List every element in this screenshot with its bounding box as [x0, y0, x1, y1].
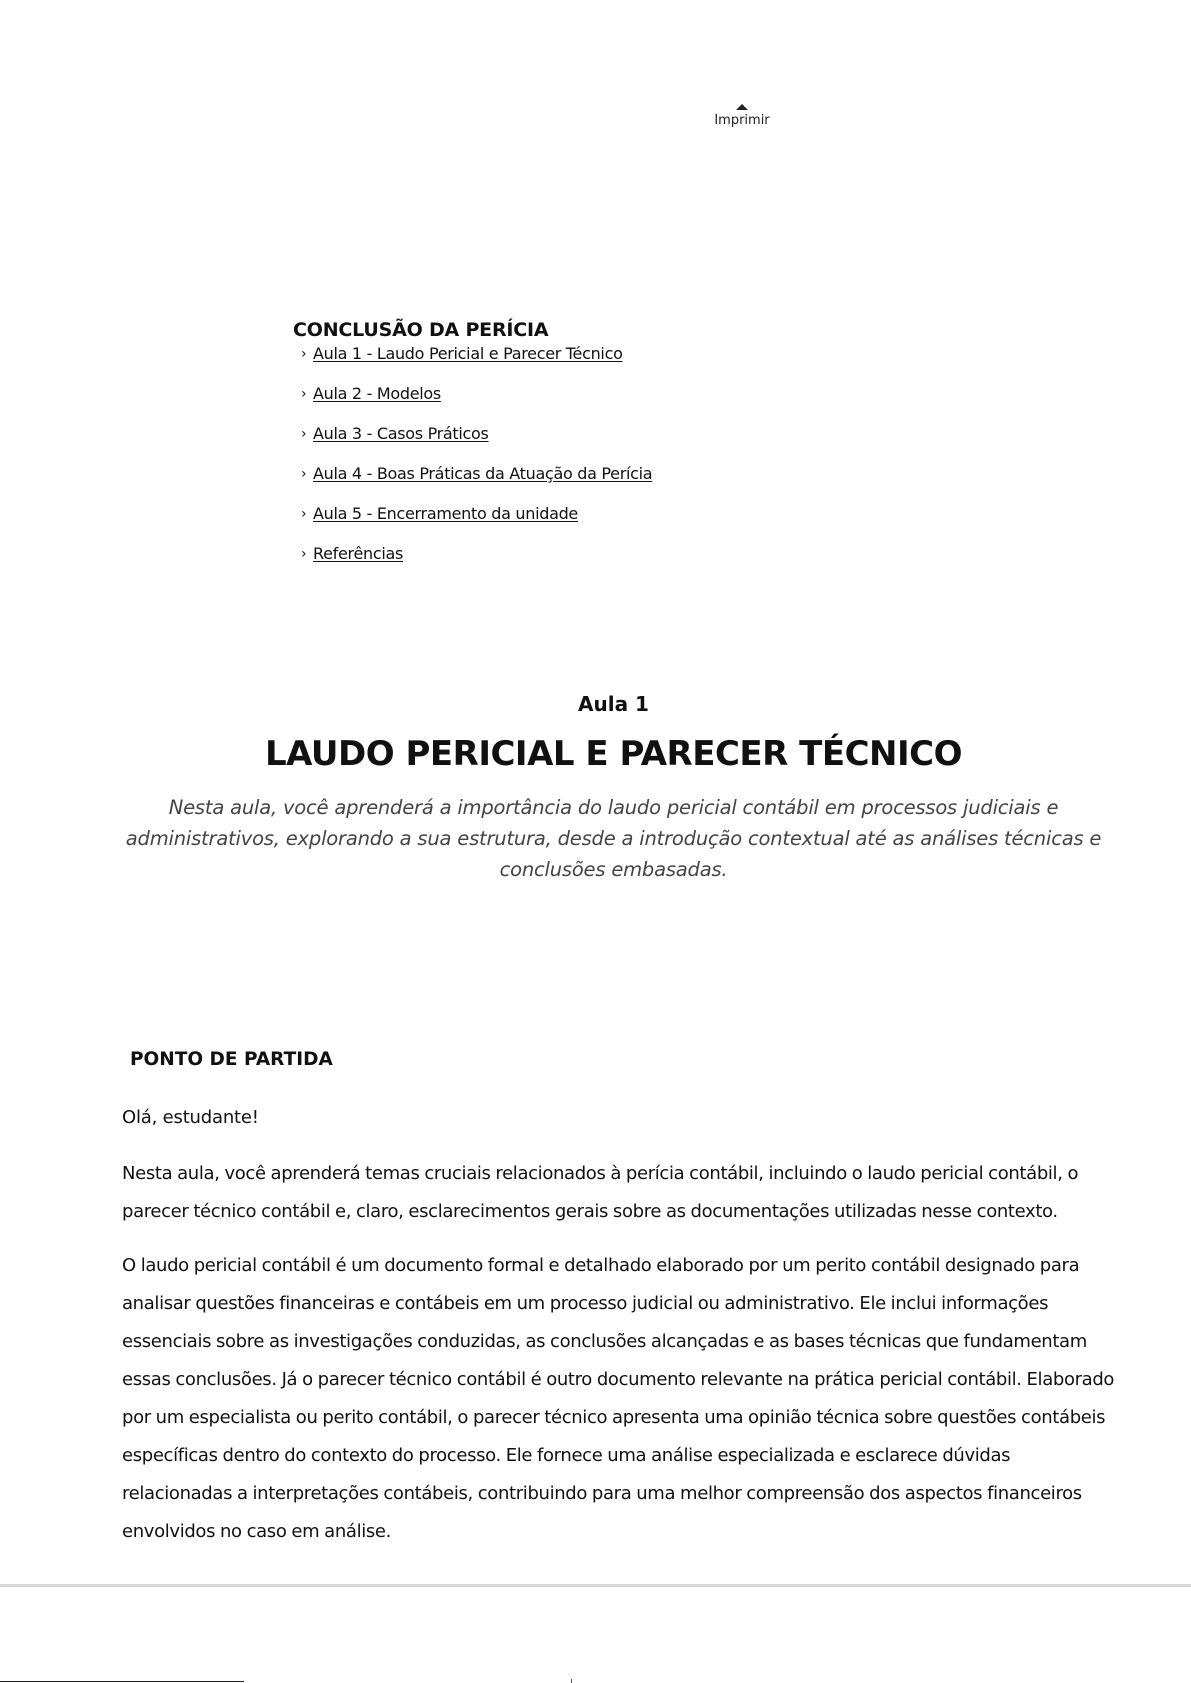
section-ponto-de-partida: [122, 1046, 1117, 1551]
toc-link-aula-2[interactable]: Aula 2 - Modelos: [313, 384, 441, 403]
toc-item-aula-5: [301, 504, 652, 544]
toc-item-referencias: [301, 544, 652, 584]
chevron-right-icon: ›: [301, 546, 307, 562]
toc-link-aula-5[interactable]: Aula 5 - Encerramento da unidade: [313, 504, 578, 523]
toc-item-aula-1: [301, 344, 652, 384]
chevron-right-icon: ›: [301, 386, 307, 402]
footer-rule: [0, 1681, 244, 1682]
toc-item-aula-4: [301, 464, 652, 504]
toc-link-aula-1[interactable]: Aula 1 - Laudo Pericial e Parecer Técnico: [313, 344, 623, 363]
greeting: Olá, estudante!: [122, 1107, 259, 1128]
toc-link-referencias[interactable]: Referências: [313, 544, 404, 563]
chevron-right-icon: ›: [301, 466, 307, 482]
lesson-title: LAUDO PERICIAL E PARECER TÉCNICO: [264, 734, 962, 774]
paragraph-intro: Nesta aula, você aprenderá temas cruciais relacionados à perícia contábil, incluindo o laudo pericial contábil, o parecer técnico contábil e, claro, esclarecimentos gerais sobre as documentações utilizadas nesse contexto.: [122, 1163, 1079, 1222]
section-heading: PONTO DE PARTIDA: [130, 1049, 333, 1070]
chevron-right-icon: ›: [301, 506, 307, 522]
footer-tick: [571, 1679, 572, 1683]
lesson-summary: Nesta aula, você aprenderá a importância do laudo pericial contábil em processos judiciais e administrativos, explorando a sua estrutura, desde a introdução contextual até as análises técnicas e conclusões embasadas.: [125, 796, 1102, 881]
lesson-header: [0, 690, 1191, 885]
lesson-kicker: Aula 1: [578, 692, 649, 716]
toc-link-aula-3[interactable]: Aula 3 - Casos Práticos: [313, 424, 489, 443]
paragraph-laudo: O laudo pericial contábil é um documento formal e detalhado elaborado por um perito contábil designado para analisar questões financeiras e contábeis em um processo judicial ou administrativo. Ele inclui informações essenciais sobre as investigações conduzidas, as conclusões alcançadas e as bases técnicas que fundamentam essas conclusões. Já o parecer técnico contábil é outro documento relevante na prática pericial contábil. Elaborado por um especialista ou perito contábil, o parecer técnico apresenta uma opinião técnica sobre questões contábeis específicas dentro do contexto do processo. Ele fornece uma análise especializada e esclarece dúvidas relacionadas a interpretações contábeis, contribuindo para uma melhor compreensão dos aspectos financeiros envolvidos no caso em análise.: [122, 1255, 1115, 1542]
print-button[interactable]: [712, 104, 772, 128]
toc-item-aula-2: [301, 384, 652, 424]
caret-up-icon: [736, 104, 748, 110]
table-of-contents: [293, 316, 652, 584]
chevron-right-icon: ›: [301, 426, 307, 442]
toc-list: [293, 344, 652, 584]
toc-item-aula-3: [301, 424, 652, 464]
toc-link-aula-4[interactable]: Aula 4 - Boas Práticas da Atuação da Perícia: [313, 464, 653, 483]
print-label: Imprimir: [714, 113, 770, 128]
chevron-right-icon: ›: [301, 346, 307, 362]
page-divider: [0, 1584, 1191, 1587]
toc-title: CONCLUSÃO DA PERÍCIA: [293, 319, 549, 341]
